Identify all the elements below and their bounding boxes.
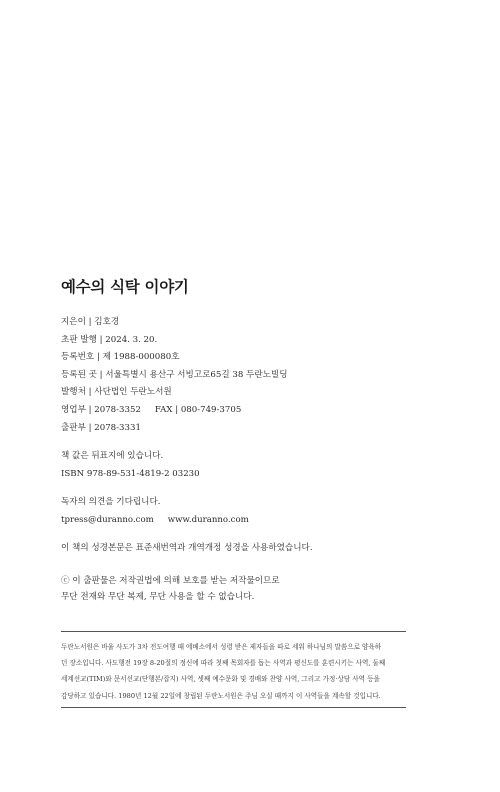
- credit-registered-address: 등록된 곳 | 서울특별시 용산구 서빙고로65길 38 두란노빌딩: [61, 369, 288, 380]
- copyright-line-2: 무단 전재와 무단 복제, 무단 사용을 할 수 없습니다.: [61, 591, 255, 602]
- mission-line-3: 세계선교(TIM)와 문서선교(단행본/잡지) 사역, 셋째 예수문화 및 경배와 찬양 사역, 그리고 가정·상담 사역 등을: [61, 675, 380, 684]
- price-block: [61, 448, 200, 483]
- isbn: ISBN 978-89-531-4819-2 03230: [61, 468, 200, 479]
- mission-line-1: 두란노서원은 바울 사도가 3차 전도여행 때 에베소에서 성령 받은 제자들을 따로 세워 하나님의 말씀으로 양육하: [61, 643, 382, 651]
- credit-sales: 영업부 | 2078-3352: [61, 404, 141, 415]
- bible-notice-block: [61, 540, 313, 558]
- credit-author: 지은이 | 김호경: [61, 317, 120, 327]
- reader-email: tpress@duranno.com: [61, 514, 154, 525]
- credit-first-edition: 초판 발행 | 2024. 3. 20.: [61, 334, 158, 345]
- divider-bottom: [61, 707, 406, 708]
- reader-note: 독자의 의견을 기다립니다.: [61, 497, 161, 507]
- reader-contacts: [61, 512, 249, 530]
- credit-publisher: 발행처 | 사단법인 두란노서원: [61, 387, 172, 398]
- credit-fax: FAX | 080-749-3705: [154, 404, 242, 415]
- bible-notice: 이 책의 성경본문은 표준새번역과 개역개정 성경을 사용하였습니다.: [61, 543, 313, 553]
- mission-line-4: 감당하고 있습니다. 1980년 12월 22일에 창립된 두란노서원은 주님 오실 때까지 이 사역들을 계속할 것입니다.: [61, 691, 381, 700]
- credit-sales-fax-row: [61, 402, 288, 420]
- reader-website: www.duranno.com: [167, 514, 249, 525]
- divider-top: [61, 631, 406, 632]
- reader-block: [61, 494, 249, 529]
- copyright-block: [61, 574, 280, 605]
- copyright-line-1: ⓒ 이 출판물은 저작권법에 의해 보호를 받는 저작물이므로: [61, 576, 280, 586]
- book-title: 예수의 식탁 이야기: [61, 277, 189, 296]
- credit-publishing-dept: 출판부 | 2078-3331: [61, 422, 141, 433]
- price-note: 책 값은 뒤표지에 있습니다.: [61, 451, 164, 461]
- mission-statement: [61, 639, 406, 704]
- mission-line-2: 던 장소입니다. 사도행전 19장 8-20절의 정신에 따라 첫째 목회자를 돕는 사역과 평신도를 훈련시키는 사역, 둘째: [61, 659, 386, 668]
- credit-registration-number: 등록번호 | 제 1988-000080호: [61, 352, 180, 363]
- credits-block: [61, 314, 288, 437]
